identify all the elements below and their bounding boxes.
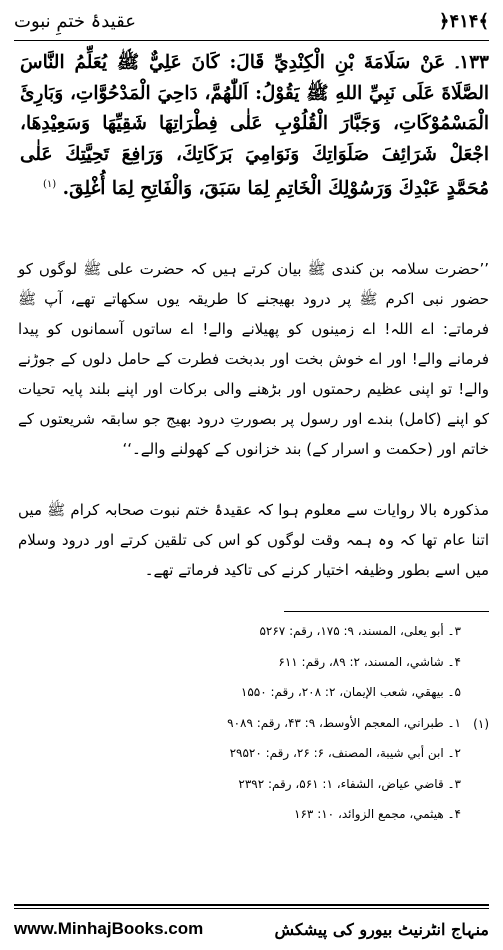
- footnote-entry: ۴۔ شاشي، المسند، ۲: ۸۹، رقم: ۶۱۱: [278, 654, 461, 669]
- footnote-entry: ۲۔ ابن أبي شيبة، المصنف، ۶: ۲۶، رقم: ۲۹۵۲۰: [229, 746, 461, 760]
- footnote-continued: [20, 616, 489, 708]
- page-number: ﴿۴۱۴﴾: [438, 10, 489, 32]
- page-header: [14, 4, 489, 38]
- website-link[interactable]: www.MinhajBooks.com: [14, 919, 204, 938]
- page-footer: [14, 912, 489, 946]
- footnote-entry: ۴۔ هيثمي، مجمع الزوائد، ۱۰: ۱۶۳: [294, 807, 461, 821]
- urdu-translation: ’’حضرت سلامہ بن کندی ﷺ بیان کرتے ہیں کہ حضرت علی ﷺ لوگوں کو حضور نبی اکرم ﷺ پر درود بھیجنے کا طریقہ یوں سکھاتے تھے، آپ ﷺ فرماتے: اے اللہ! اے زمینوں کو پھیلانے والے! اے ساتوں آسمانوں کو پیدا فرمانے والے! اور اے خوش بخت اور بدبخت فطرت کے حامل دلوں کے جوڑنے والے! تو اپنی عظیم رحمتوں اور بڑھنے والی برکات اور اپنے بلند پایہ تحیات کو اپنے (کامل) بندے اور رسول پر بصورتِ درود بھیج جو سابقہ شریعتوں کے خاتم اور (حکمت و اسرار کے) بند خزانوں کے کھولنے والے۔‘‘: [18, 260, 489, 458]
- commentary-paragraph: مذکورہ بالا روایات سے معلوم ہوا کہ عقیدۂ ختم نبوت صحابہ کرام ﷺ میں اتنا عام تھا کہ وہ ہمہ وقت لوگوں کو اس کی تلقین کرتے اور درود وسلام میں اسے بطور وظیفہ اختیار کرنے کی تاکید فرماتے تھے۔: [18, 501, 489, 579]
- footnote-entry: ۱۔ طبراني، المعجم الأوسط، ۹: ۴۳، رقم: ۹۰۸۹: [227, 715, 461, 730]
- footnote-reference: (۱): [43, 179, 57, 190]
- footer-rule-thin: [14, 908, 489, 909]
- header-rule: [14, 40, 489, 41]
- publisher-credit: منہاج انٹرنیٹ بیورو کی پیشکش: [274, 919, 489, 939]
- running-title: عقیدۂ ختمِ نبوت: [14, 10, 136, 32]
- footnote-rule: [284, 611, 489, 612]
- hadith-text: ۱۳۳۔ عَنْ سَلَامَةَ بْنِ الْكِنْدِيِّ قَالَ: كَانَ عَلِيٌّ ﷺ يُعَلِّمُ النَّاسَ الصَّلَاةَ عَلَى نَبِيِّ اللهِ ﷺ يَقُوْلُ: اَللّٰهُمَّ، دَاحِيَ الْمَدْحُوَّاتِ، وَبَارِئَ الْمَسْمُوْكَاتِ، وَجَبَّارَ الْقُلُوْبِ عَلٰى فِطْرَاتِهَا شَقِيِّهَا وَسَعِيْدِهَا، اجْعَلْ شَرَائِفَ صَلَوَاتِكَ وَنَوَامِيَ بَرَكَاتِكَ، وَرَافِعَ تَحِيَّتِكَ عَلٰى مُحَمَّدٍ عَبْدِكَ وَرَسُوْلِكَ الْخَاتِمِ لِمَا سَبَقَ، وَالْفَاتِحِ لِمَا أُغْلِقَ.: [20, 52, 489, 200]
- footnotes: [20, 616, 489, 830]
- footnote-entry: ۵۔ بيهقي، شعب الإيمان، ۲: ۲۰۸، رقم: ۱۵۵۰: [240, 685, 461, 699]
- footnote-1: [20, 708, 489, 830]
- footer-rule: [14, 904, 489, 906]
- hadith-arabic-text: [20, 48, 489, 205]
- footnote-entry: ۳۔ قاضي عياض، الشفاء، ۱: ۵۶۱، رقم: ۲۳۹۲: [238, 776, 461, 791]
- footnote-marker: (۱): [473, 716, 489, 731]
- footnote-entry: ۳۔ أبو يعلى، المسند، ۹: ۱۷۵، رقم: ۵۲۶۷: [259, 624, 461, 638]
